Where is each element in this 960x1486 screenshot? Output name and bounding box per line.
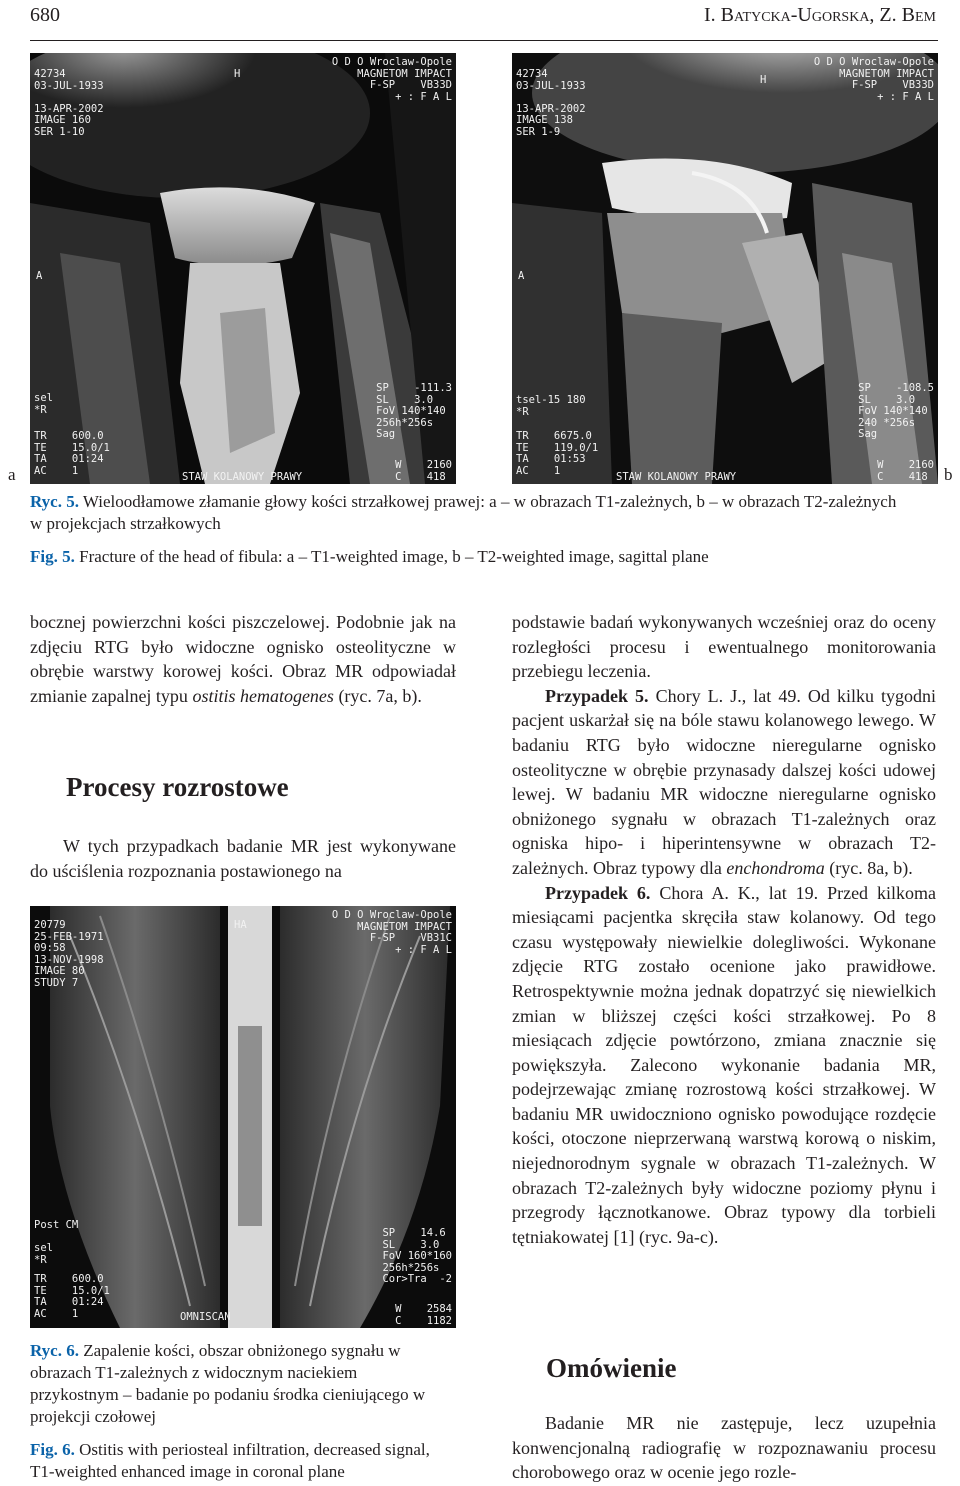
- overlay-window-level: W 2584 C 1182: [395, 1303, 452, 1327]
- overlay-exam-title: STAW KOLANOWY PRAWY: [182, 471, 303, 483]
- figure6-caption-en-label: Fig. 6.: [30, 1440, 75, 1459]
- overlay-geometry-params: SP -111.3 SL 3.0 FoV 140*140 256h*256s Sag: [376, 382, 452, 440]
- case5-italic: enchondroma: [726, 857, 825, 878]
- case5-end: (ryc. 8a, b).: [824, 857, 913, 878]
- overlay-geometry-params: SP -108.5 SL 3.0 FoV 140*140 240 *256s Sag: [858, 382, 934, 440]
- case6-paragraph: [512, 881, 936, 1250]
- figure6-image: [30, 906, 456, 1328]
- section-heading-procesy: Procesy rozrostowe: [66, 772, 289, 802]
- figure5-caption-pl-label: Ryc. 5.: [30, 492, 79, 511]
- left-para1-text: bocznej powierzchni kości piszczelowej. Podobnie jak na zdjęciu RTG było widoczne ognisko osteolityczne w obrębie warstwy korowej kości. Obraz MR odpowiadał zmianie zapalnej typu: [30, 612, 456, 706]
- case6-text: Chora A. K., lat 19. Przed kilkoma miesiącami pacjentka skręciła staw kolanowy. Od tego czasu występowały niewielkie dolegliwości. Wykonane zdjęcie RTG zostało ocenione jako prawidłowe. Retrospektywnie można jednak dopatrzyć się niewielkich zmian w bliższej części kości strzałkowej. Po 8 miesiącach zdjęcie powtórzono, zmiana znacznie się powiększyła. Zalecono wykonanie badania MR, podejrzewając zmianę rozrostową kości strzałkowej. W badaniu MR uwidoczniono ognisko powodujące rozdęcie kości, otoczone nieprzerwaną warstwą korową o niskim, niejednorodnym sygnale w obrazach T1-zależnych. W obrazach T2-zależnych były widoczne poziomy płynu i przegrody łącznotkanowe. Obraz typowy dla torbieli tętniakowatej [1] (ryc. 9a-c).: [512, 882, 936, 1247]
- overlay-exam-title: STAW KOLANOWY PRAWY: [616, 471, 737, 483]
- page-number: 680: [30, 4, 60, 26]
- overlay-sequence-sel: sel *R: [34, 392, 53, 416]
- right-column-final-paragraph: [512, 1411, 936, 1485]
- figure5-caption-en-text: Fracture of the head of fibula: a – T1-weighted image, b – T2-weighted image, sagittal plane: [74, 547, 709, 566]
- figure5-caption-pl: [30, 491, 910, 535]
- figure5-caption-en: [30, 546, 930, 568]
- overlay-sequence-params: TR 6675.0 TE 119.0/1 TA 01:53 AC 1: [516, 430, 599, 477]
- overlay-sequence-params: TR 600.0 TE 15.0/1 TA 01:24 AC 1: [34, 430, 110, 477]
- overlay-patient-info: 20779 25-FEB-1971 09:58 13-NOV-1998 IMAGE 80 STUDY 7: [34, 919, 104, 989]
- figure5-caption-en-label: Fig. 5.: [30, 547, 75, 566]
- running-head-authors: I. Batycka-Ugorska, Z. Bem: [703, 4, 936, 26]
- figure5-panel-b-image: [512, 53, 938, 484]
- figure6-caption-en: [30, 1439, 456, 1483]
- overlay-patient-info: 42734 03-JUL-1933 13-APR-2002 IMAGE 160 SER 1-10: [34, 68, 104, 138]
- overlay-contrast-agent: OMNISCAN: [180, 1311, 231, 1323]
- left-column-paragraph-1: [30, 610, 456, 708]
- right-para-end: Badanie MR nie zastępuje, lecz uzupełnia konwencjonalną radiografię w rozpoznawaniu procesu chorobowego oraz w ocenie jego rozle-: [512, 1413, 936, 1483]
- overlay-orientation-a: A: [36, 270, 43, 282]
- case5-paragraph: [512, 684, 936, 881]
- figure6-caption-pl: [30, 1340, 430, 1428]
- header-rule: [30, 40, 938, 41]
- left-para2-text: W tych przypadkach badanie MR jest wykonywane do uściślenia rozpoznania postawionego na: [30, 836, 456, 881]
- right-para1: podstawie badań wykonywanych wcześniej oraz do oceny rozległości procesu i ewentualnego monitorowania przebiegu leczenia.: [512, 612, 936, 682]
- case5-label: Przypadek 5.: [545, 685, 649, 706]
- case5-text: Chory L. J., lat 49. Od kilku tygodni pacjent uskarżał się na bóle stawu kolanowego lewego. W badaniu RTG było widoczne nieregularne ognisko osteolityczne w obrębie przynasady dalszej kości udowej lewej. W badaniu MR widoczne nieregularne ognisko obniżonego sygnału w obrazach T1-zależnych oraz ogniska hipo- i hiperintensywne w obrazach T2-zależnych. Obraz typowy dla: [512, 685, 937, 878]
- case6-label: Przypadek 6.: [545, 882, 651, 903]
- overlay-geometry-params: SP 14.6 SL 3.0 FoV 160*160 256h*256s Cor>Tra -2: [382, 1227, 452, 1285]
- overlay-patient-info: 42734 03-JUL-1933 13-APR-2002 IMAGE 138 SER 1-9: [516, 68, 586, 138]
- overlay-scanner-info: O D O Wroclaw-Opole MAGNETOM IMPACT F-SP VB31C + : F A L: [331, 909, 452, 956]
- figure6-caption-pl-text: Zapalenie kości, obszar obniżonego sygnału w obrazach T1-zależnych z widocznym naciekiem przykostnym – badanie po podaniu środka cieniującego w projekcji czołowej: [30, 1341, 426, 1426]
- figure5-panel-letter-a: a: [8, 465, 16, 484]
- overlay-window-level: W 2160 C 418: [395, 459, 452, 483]
- figure5-panel-a-image: [30, 53, 456, 484]
- figure6-caption-pl-label: Ryc. 6.: [30, 1341, 79, 1360]
- left-para1-end: (ryc. 7a, b).: [333, 685, 422, 706]
- overlay-window-level: W 2160 C 418: [877, 459, 934, 483]
- overlay-post-contrast: Post CM sel *R: [34, 1219, 79, 1266]
- left-para1-italic: ostitis hematogenes: [192, 685, 334, 706]
- overlay-orientation-h: H: [234, 68, 241, 80]
- overlay-orientation-h: H: [760, 74, 767, 86]
- figure5-panel-letter-b: b: [944, 465, 953, 484]
- overlay-orientation-ha: HA: [234, 919, 247, 931]
- left-column-paragraph-2: [30, 834, 456, 883]
- right-column-body: [512, 610, 936, 1249]
- section-heading-omowienie: Omówienie: [546, 1353, 677, 1383]
- figure5-caption-pl-text: Wieloodłamowe złamanie głowy kości strzałkowej prawej: a – w obrazach T1-zależnych, b – w obrazach T2-zależnych w projekcjach strzałkowych: [30, 492, 897, 533]
- overlay-sequence-sel: tsel-15 180 *R: [516, 394, 586, 418]
- overlay-scanner-info: O D O Wroclaw-Opole MAGNETOM IMPACT F-SP VB33D + : F A L: [813, 56, 934, 103]
- overlay-orientation-a: A: [518, 270, 525, 282]
- figure6-caption-en-text: Ostitis with periosteal infiltration, decreased signal, T1-weighted enhanced image in coronal plane: [30, 1440, 430, 1481]
- overlay-sequence-params: TR 600.0 TE 15.0/1 TA 01:24 AC 1: [34, 1273, 110, 1320]
- overlay-scanner-info: O D O Wroclaw-Opole MAGNETOM IMPACT F-SP VB33D + : F A L: [331, 56, 452, 103]
